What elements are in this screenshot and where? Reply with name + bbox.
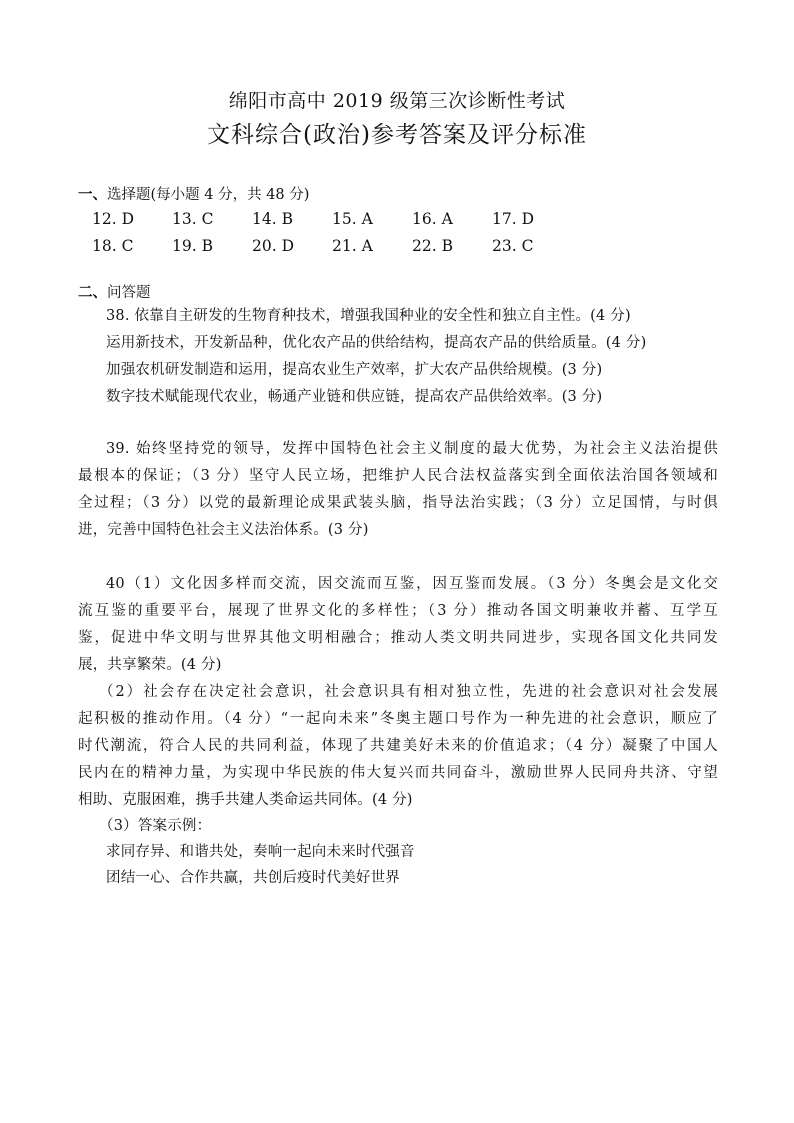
answer-item: 19. B (172, 237, 213, 255)
q39-line: 最根本的保证；（3 分）坚守人民立场，把维护人民合法权益落实到全面依法治国各领域和 (78, 468, 718, 484)
answers-row-1 (92, 210, 572, 228)
q40-3-line: （3）答案示例： (99, 818, 212, 834)
q40-2-line: 起积极的推动作用。（4 分）“一起向未来”冬奥主题口号作为一种先进的社会意识，顺应了 (78, 711, 718, 727)
q40-2-line: （2）社会存在决定社会意识，社会意识具有相对独立性，先进的社会意识对社会发展 (99, 684, 718, 700)
q40-2-line: 时代潮流，符合人民的共同利益，体现了共建美好未来的价值追求；（4 分）凝聚了中国人 (78, 738, 718, 754)
answer-item: 18. C (92, 237, 134, 255)
q40-1-line: 展，共享繁荣。(4 分) (78, 657, 222, 673)
answer-item: 15. A (332, 210, 373, 228)
q38-line: 加强农机研发制造和运用，提高农业生产效率，扩大农产品供给规模。(3 分) (106, 362, 603, 378)
q40-3-line: 团结一心、合作共赢，共创后疫时代美好世界 (106, 870, 400, 886)
section1-heading (78, 183, 309, 204)
answer-item: 16. A (412, 210, 453, 228)
q38-line: 38. 依靠自主研发的生物育种技术，增强我国种业的安全性和独立自主性。(4 分) (106, 308, 631, 324)
answer-item: 14. B (252, 210, 293, 228)
q39-line: 进，完善中国特色社会主义法治体系。(3 分) (78, 522, 369, 538)
exam-title: 绵阳市高中 2019 级第三次诊断性考试 (228, 90, 566, 112)
q40-2-line: 民内在的精神力量，为实现中华民族的伟大复兴而共同奋斗，激励世界人民同舟共济、守望 (78, 765, 718, 781)
q40-1-line: 流互鉴的重要平台，展现了世界文化的多样性；（3 分）推动各国文明兼收并蓄、互学互 (78, 603, 718, 619)
answers-row-2 (92, 237, 572, 255)
q38-line: 运用新技术，开发新品种，优化农产品的供给结构，提高农产品的供给质量。(4 分) (106, 335, 647, 351)
q38-line: 数字技术赋能现代农业，畅通产业链和供应链，提高农产品供给效率。(3 分) (106, 389, 603, 405)
section2-number: 二、 (78, 284, 107, 301)
answer-item: 17. D (492, 210, 535, 228)
answer-item: 22. B (412, 237, 453, 255)
q40-2-line: 相助、克服困难，携手共建人类命运共同体。(4 分) (78, 792, 413, 808)
q40-3-line: 求同存异、和谐共处，奏响一起向未来时代强音 (106, 844, 415, 860)
document-subtitle: 文科综合(政治)参考答案及评分标准 (207, 122, 587, 148)
answer-item: 13. C (172, 210, 214, 228)
q40-1-line: 40（1）文化因多样而交流，因交流而互鉴，因互鉴而发展。（3 分）冬奥会是文化交 (106, 576, 718, 592)
section2-title: 问答题 (107, 285, 151, 301)
answer-item: 21. A (332, 237, 373, 255)
q39-line: 全过程；（3 分）以党的最新理论成果武装头脑，指导法治实践；（3 分）立足国情，与时俱 (78, 495, 718, 511)
q40-1-line: 鉴，促进中华文明与世界其他文明相融合；推动人类文明共同进步，实现各国文化共同发 (78, 630, 718, 646)
answer-item: 23. C (492, 237, 534, 255)
answer-item: 20. D (252, 237, 295, 255)
section1-number: 一、 (78, 186, 107, 203)
section1-title: 选择题(每小题 4 分，共 48 分) (107, 187, 310, 203)
q39-line: 39. 始终坚持党的领导，发挥中国特色社会主义制度的最大优势，为社会主义法治提供 (106, 441, 718, 457)
answer-item: 12. D (92, 210, 135, 228)
section2-heading (78, 281, 151, 302)
